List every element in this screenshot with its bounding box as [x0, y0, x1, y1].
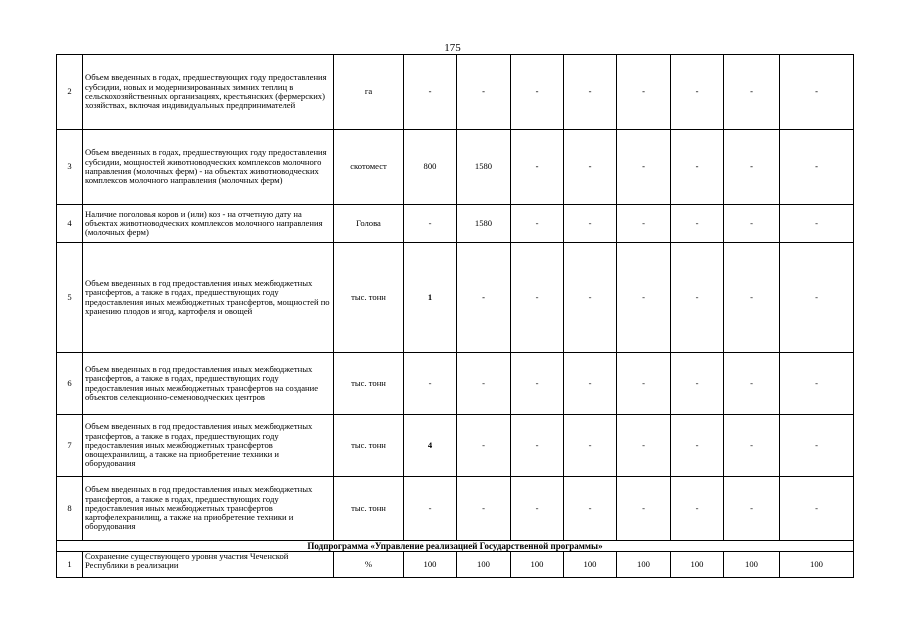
- table-row: [57, 477, 854, 541]
- table-row: [57, 130, 854, 205]
- value-cell: -: [564, 415, 617, 477]
- value-cell: -: [724, 415, 780, 477]
- value-cell: -: [617, 243, 671, 353]
- unit-cell: тыс. тонн: [334, 477, 404, 541]
- value-cell: -: [724, 130, 780, 205]
- value-cell: -: [457, 55, 511, 130]
- value-cell: 100: [724, 552, 780, 578]
- value-cell: -: [780, 130, 854, 205]
- value-cell: -: [511, 130, 564, 205]
- indicator-name: Сохранение существующего уровня участия Чеченской Республики в реализации: [83, 552, 334, 578]
- value-cell: 100: [511, 552, 564, 578]
- value-cell: 800: [404, 130, 457, 205]
- indicator-name: Наличие поголовья коров и (или) коз - на отчетную дату на объектах животноводческих комплексов молочного направления (молочных ферм): [83, 205, 334, 243]
- subprogram-row: [57, 541, 854, 552]
- value-cell: -: [617, 477, 671, 541]
- value-cell: 100: [671, 552, 724, 578]
- value-cell: 100: [564, 552, 617, 578]
- value-cell: -: [671, 243, 724, 353]
- value-cell: -: [404, 477, 457, 541]
- value-cell: 100: [617, 552, 671, 578]
- subprogram-title: Подпрограмма «Управление реализацией Государственной программы»: [57, 541, 854, 552]
- value-cell: -: [511, 415, 564, 477]
- value-cell: -: [671, 130, 724, 205]
- value-cell: -: [617, 415, 671, 477]
- value-cell: -: [780, 55, 854, 130]
- unit-cell: скотомест: [334, 130, 404, 205]
- unit-cell: Голова: [334, 205, 404, 243]
- value-cell: 100: [404, 552, 457, 578]
- value-cell: -: [457, 243, 511, 353]
- value-cell: -: [511, 477, 564, 541]
- value-cell: -: [671, 477, 724, 541]
- row-number: 5: [57, 243, 83, 353]
- value-cell: -: [671, 353, 724, 415]
- value-cell: -: [780, 353, 854, 415]
- row-number: 2: [57, 55, 83, 130]
- value-cell: 100: [780, 552, 854, 578]
- value-cell: -: [404, 205, 457, 243]
- value-cell: -: [564, 477, 617, 541]
- indicator-name: Объем введенных в год предоставления иных межбюджетных трансфертов, а также в годах, предшествующих году предоставления иных межбюджетных трансфертов, мощностей по хранению плодов и ягод, картофеля и овощей: [83, 243, 334, 353]
- row-number: 1: [57, 552, 83, 578]
- value-cell: -: [724, 477, 780, 541]
- value-cell: -: [724, 353, 780, 415]
- unit-cell: га: [334, 55, 404, 130]
- table-row: [57, 205, 854, 243]
- value-cell: -: [780, 205, 854, 243]
- indicator-name: Объем введенных в год предоставления иных межбюджетных трансфертов, а также в годах, предшествующих году предоставления иных межбюджетных трансфертов овощехранилищ, а также на приобретение техники и оборудования: [83, 415, 334, 477]
- page-number: 175: [444, 42, 461, 54]
- row-number: 4: [57, 205, 83, 243]
- table-row: [57, 353, 854, 415]
- indicators-table: [56, 54, 854, 578]
- indicator-name: Объем введенных в годах, предшествующих году предоставления субсидии, новых и модернизированных зимних теплиц в сельскохозяйственных организациях, крестьянских (фермерских) хозяйствах, включая индивидуальных предпринимателей: [83, 55, 334, 130]
- value-cell: 4: [404, 415, 457, 477]
- value-cell: -: [511, 243, 564, 353]
- row-number: 8: [57, 477, 83, 541]
- value-cell: -: [671, 415, 724, 477]
- indicator-name: Объем введенных в год предоставления иных межбюджетных трансфертов, а также в годах, предшествующих году предоставления иных межбюджетных трансфертов картофелехранилищ, а также на приобретение техники и оборудования: [83, 477, 334, 541]
- value-cell: -: [617, 130, 671, 205]
- indicator-name: Объем введенных в год предоставления иных межбюджетных трансфертов, а также в годах, предшествующих году предоставления иных межбюджетных трансфертов на создание объектов селекционно-семеноводческих центров: [83, 353, 334, 415]
- unit-cell: %: [334, 552, 404, 578]
- value-cell: -: [617, 353, 671, 415]
- value-cell: -: [671, 205, 724, 243]
- table-row: [57, 415, 854, 477]
- row-number: 7: [57, 415, 83, 477]
- value-cell: -: [780, 243, 854, 353]
- unit-cell: тыс. тонн: [334, 353, 404, 415]
- table-row: [57, 243, 854, 353]
- table-row: [57, 55, 854, 130]
- value-cell: -: [564, 205, 617, 243]
- value-cell: -: [511, 205, 564, 243]
- value-cell: 1580: [457, 130, 511, 205]
- value-cell: -: [724, 55, 780, 130]
- value-cell: -: [457, 477, 511, 541]
- value-cell: -: [511, 353, 564, 415]
- value-cell: -: [564, 55, 617, 130]
- value-cell: -: [671, 55, 724, 130]
- value-cell: -: [564, 353, 617, 415]
- value-cell: -: [511, 55, 564, 130]
- value-cell: -: [617, 55, 671, 130]
- value-cell: -: [724, 243, 780, 353]
- row-number: 3: [57, 130, 83, 205]
- indicator-name: Объем введенных в годах, предшествующих году предоставления субсидии, мощностей животноводческих комплексов молочного направления (молочных ферм) - на объектах животноводческих комплексов молочного направления (молочных ферм): [83, 130, 334, 205]
- unit-cell: тыс. тонн: [334, 243, 404, 353]
- value-cell: -: [780, 415, 854, 477]
- value-cell: -: [404, 55, 457, 130]
- unit-cell: тыс. тонн: [334, 415, 404, 477]
- value-cell: -: [564, 130, 617, 205]
- value-cell: -: [457, 415, 511, 477]
- value-cell: -: [780, 477, 854, 541]
- value-cell: -: [404, 353, 457, 415]
- value-cell: 100: [457, 552, 511, 578]
- value-cell: 1: [404, 243, 457, 353]
- table-row: [57, 552, 854, 578]
- value-cell: -: [617, 205, 671, 243]
- value-cell: -: [457, 353, 511, 415]
- value-cell: 1580: [457, 205, 511, 243]
- row-number: 6: [57, 353, 83, 415]
- value-cell: -: [564, 243, 617, 353]
- value-cell: -: [724, 205, 780, 243]
